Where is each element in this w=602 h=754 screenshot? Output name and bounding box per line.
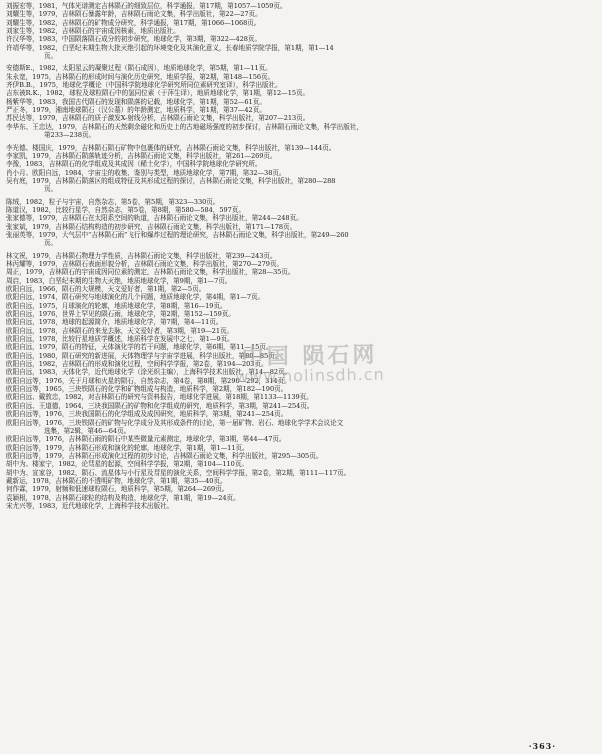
reference-entry: 林文祝，1979，吉林陨石物理力学性质，吉林陨石雨论文集，科学出版社，第239—243页。 [6,251,277,260]
reference-entry: 欧阳自远，1978，比较行星地质学概述，地质科学在发展中之七，第1—9页。 [6,335,234,344]
reference-entry: 刘振宏等，1981，气体光谱测定吉林陨石的细致层位，科学通报，第17期，第1057—1059页。 [6,2,287,10]
reference-entry: 刘耀生等，1982，吉林陨石的矿物成分研究，科学通报，第17期，第1066—1068页。 [6,18,261,27]
reference-entry: 欧阳自远等，1979，吉林陨石形成和演化的轮廓，地球化学，第1期，第1—11页。 [6,443,249,452]
watermark-url: www.nolinsdh.cn [235,364,385,387]
reference-entry: 欧阳自远等，1976，三块我国陨石的化学组成及成因研究，地质科学，第3期，第241—254页。 [6,410,288,419]
reference-entry: 刘家生等，1982，吉林陨石的宇宙成因核素，地质出版社。 [6,27,180,36]
reference-entry: 宋尤兴等，1983，近代地球化学，上海科学技术出版社。 [6,501,174,510]
reference-entry: 欧阳自远等，1976，三块铁陨石的矿物与化学成分及其形成条件的讨论，第一届矿物、岩石、地球化学学术会议论文 [6,418,344,427]
reference-entry: 胡中为、宣家谷，1982，陨石、流星体与小行星及彗星的演化关系，空间科学学报，第2卷，第2期，第111—117页。 [6,468,351,477]
reference-entry: 李豫，1983，吉林陨石的化学组成及其成因（稀土化学），中国科学院地球化学研究所。 [6,160,262,169]
reference-entry: 欧阳自远等，1976，关于月球和火星的陨石，自然杂志，第4卷，第8期，第290—292，314页。 [6,376,291,385]
reference-entry: 肖小月、欧阳自远，1984，宇宙尘的收集、鉴别与类型，地质地球化学，第7期，第32—38页。 [6,168,286,177]
watermark-title: 中国 陨石网 [241,342,378,371]
reference-entry: 欧阳自远，1983，天体化学，近代地球化学（涂光炽主编），上海科学技术出版社，第14—82页。 [6,368,292,377]
reference-entry: 欧阳自远，1966，陨石的大规模，天文爱好者，第1期，第2—5页。 [6,285,206,293]
reference-entry: 陈绒，1982，粒子与宇宙，自然杂志，第5卷，第5期，第323—330页。 [6,197,220,206]
reference-continuation: 页。 [44,239,58,248]
reference-entry: 欧阳自远，1979，陨石的特征，天体演化学的若干问题，地球化学，第6期，第11—15页。 [6,343,273,352]
reference-entry: 齐伊B.B.，1975，地球化学概论（中国科学院地球化学研究所同位素研究室译），科学出版社。 [6,81,282,90]
reference-entry: 李华东、王忠达，1979，吉林陨石的天然剩余磁化和历史上的古地磁场强度的初步探讨，吉林陨石雨论文集，科学出版社， [6,122,363,131]
watermark [235,344,385,386]
reference-entry: 欧阳自远，1975，月球演化的轮廓，地质地球化学，第8期，第16—19页。 [6,301,227,310]
reference-entry: 吉东被R.K.，1982，球粒及球粒陨石中的氢同位素（于萍生译），地质地球化学，第1期，第12—15页。 [6,89,310,98]
reference-entry: 欧阳自远等，1979，吉林陨石形成演化过程的初步讨论，吉林陨石雨论文集，科学出版社，第295—305页。 [6,451,323,460]
reference-entry: 欧阳自远、王道德，1964，三块我国陨石的矿物和化学组成的研究，地质科学，第3期，第241—254页。 [6,401,314,410]
reference-entry: 欧阳自远等，1965，三块铁陨石的化学和矿物组成与构造，地质科学，第2期，第182—190页。 [6,385,288,394]
reference-entry: 欧阳自远，1974，陨石研究与地球演化的几个问题，地质地球化学，第4期，第1—7页。 [6,293,265,302]
reference-list [6,2,596,510]
reference-continuation: 选集，第2辑，第46—64页。 [44,426,131,435]
page-number: ·363· [528,741,556,751]
reference-entry: 苏民达等，1979，吉林陨石的质子激发X-射线分析，吉林陨石雨论文集，科学出版社，第207—213页。 [6,114,310,123]
reference-entry: 杨紫华等，1983，我国古代陨石的发现和陨落的记载，地球化学，第1期，第52—61页。 [6,97,266,106]
reference-entry: 张丽英等，1979，大气层中“吉林陨石雨”飞行和爆炸过程的理论研究，吉林陨石雨论文集，科学出版社，第249—260 [6,230,349,239]
reference-entry: 陈道汉，1982，比较行星学，自然杂志，第5卷，第8期，第580—584，597页。 [6,205,245,214]
reference-entry: 刘耀生等，1979，吉林陨石暴露年龄，吉林陨石雨论文集，科学出版社，第22—27页。 [6,10,262,19]
reference-entry: 戴新运，1978，吉林陨石的不透明矿物，地球化学，第1期，第35—40页。 [6,476,227,485]
reference-entry: 袁颖根，1978，吉林陨石球粒的结构及构造，地球化学，第1期，第19—24页。 [6,493,240,502]
reference-entry: 周正，1979，吉林陨石的宇宙成因同位素的测定，吉林陨石雨论文集，科学出版社，第28—35页。 [6,268,295,277]
reference-entry: 张家德等，1979，吉林陨石在太阳系空间的轨道，吉林陨石雨论文集，科学出版社，第244—248页。 [6,214,303,223]
reference-entry: 欧阳自远，1978，地球的起源简介，地质地球化学，第7期，第4—11页。 [6,318,223,327]
reference-entry: 欧阳自远，1980，陨石研究的新进展，天体物理学与宇宙学进展，科学出版社，第80—85页。 [6,351,282,360]
reference-entry: 许汉华等，1983，中国陨落陨石成分的初步研究，地球化学，第3期，第322—428页。 [6,35,261,44]
reference-entry: 许靖华等，1982，白垩纪末期生物大批灭绝引起的环境变化及其演化意义，长春地质学院学报，第1期，第1—14 [6,43,334,52]
reference-entry: 胡中为、楼家宁，1982，论彗星的起源，空间科学学报，第2期，第104—110页。 [6,460,248,469]
reference-entry: 欧阳自远、戴敦忠，1982，对吉林陨石的研究与资料报告，地球化学进展，第18期，第1133—1139页。 [6,393,313,402]
reference-entry: 欧阳自远，1982，吉林陨石的形成和演化过程，空间科学学报，第2卷，第194—203页。 [6,360,268,369]
reference-entry: 李光德、楼国庆，1979，吉林陨石陨石矿物中包裹体的研究，吉林陨石雨论文集，科学出版社，第139—144页。 [6,143,336,152]
reference-entry: 张家斌，1979，吉林陨石结构构造的初步研究，吉林陨石雨论文集，科学出版社，第171—178页。 [6,222,297,231]
reference-entry: 欧阳自远等，1976，吉林陨石雨的陨石中某些微量元素测定，地球化学，第3期，第44—47页。 [6,435,286,444]
reference-entry: 李家凯，1979，吉林陨石陨落轨迹分析，吉林陨石雨论文集，科学出版社，第261—269页。 [6,151,277,160]
reference-continuation: 页。 [44,185,58,194]
reference-entry: 严正冬，1979，湘南地球陨石（汉公墓）的年龄测定，地质科学，第1期，第37—42页。 [6,106,266,115]
reference-entry: 周启，1983，白垩纪末期的生物大灭绝，地质地球化学，第9期，第1—7页。 [6,276,232,285]
reference-entry: 朱永宽，1975，吉林陨石的形成时间与演化历史研究，地质学报，第2期，第148—156页。 [6,72,275,81]
reference-entry: 欧阳自远，1976，世界上罕见的陨石雨，地球化学，第2期，第152—159页。 [6,310,235,319]
reference-continuation: 第233—238页。 [44,131,96,140]
reference-entry: 林丙耀等，1979，吉林陨石表面形貌分析，吉林陨石雨论文集，科学出版社，第270—279页。 [6,259,284,268]
reference-entry: 安德斯E.，1982，太阳星云的凝聚过程（陨石成因），地质地球化学，第5期，第1—11页。 [6,64,272,73]
reference-entry: 吴有庭，1979，吉林陨石陨落区的组成特征及其形成过程的探讨，吉林陨石雨论文集，科学出版社，第280—288 [6,176,336,185]
reference-entry: 何作霖，1979，射频和低速球粒陨石，地质科学，第5期，第264—269页。 [6,485,229,494]
reference-entry: 欧阳自远，1978，吉林陨石的来龙去脉，天文爱好者，第3期，第19—21页。 [6,326,234,335]
reference-continuation: 页。 [44,52,58,61]
